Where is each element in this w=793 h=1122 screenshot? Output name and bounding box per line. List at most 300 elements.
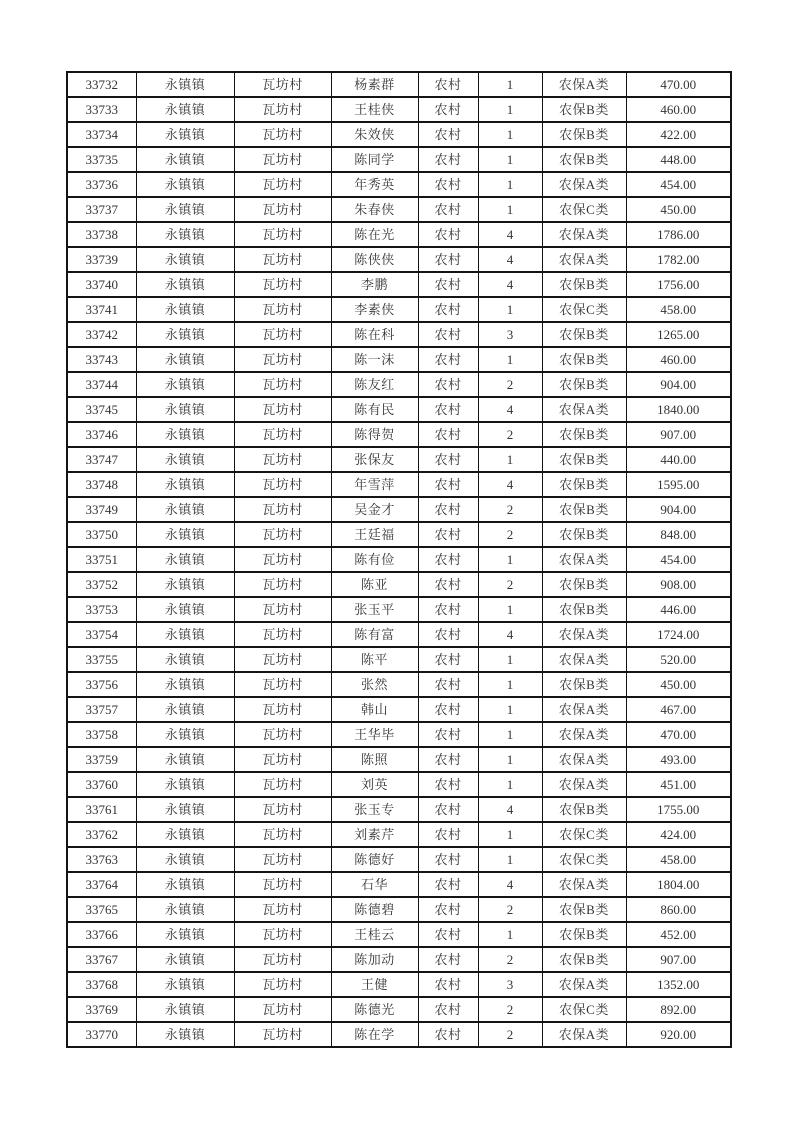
cell-town: 永镇镇 xyxy=(136,422,234,447)
cell-headcount: 1 xyxy=(478,347,542,372)
table-row xyxy=(67,747,731,772)
cell-person-name: 刘英 xyxy=(331,772,418,797)
table-row xyxy=(67,522,731,547)
cell-seq-number: 33758 xyxy=(67,722,136,747)
cell-headcount: 2 xyxy=(478,572,542,597)
cell-town: 永镇镇 xyxy=(136,897,234,922)
cell-residence-type: 农村 xyxy=(418,672,478,697)
cell-insurance-category: 农保A类 xyxy=(542,697,626,722)
table-row xyxy=(67,972,731,997)
cell-headcount: 2 xyxy=(478,422,542,447)
cell-insurance-category: 农保B类 xyxy=(542,122,626,147)
table-row xyxy=(67,497,731,522)
table-row xyxy=(67,697,731,722)
cell-village: 瓦坊村 xyxy=(234,272,331,297)
cell-person-name: 张玉平 xyxy=(331,597,418,622)
cell-village: 瓦坊村 xyxy=(234,372,331,397)
cell-headcount: 1 xyxy=(478,197,542,222)
cell-town: 永镇镇 xyxy=(136,97,234,122)
cell-insurance-category: 农保B类 xyxy=(542,797,626,822)
cell-village: 瓦坊村 xyxy=(234,872,331,897)
cell-residence-type: 农村 xyxy=(418,647,478,672)
cell-person-name: 陈侠侠 xyxy=(331,247,418,272)
cell-headcount: 2 xyxy=(478,372,542,397)
cell-seq-number: 33767 xyxy=(67,947,136,972)
cell-town: 永镇镇 xyxy=(136,947,234,972)
table-row xyxy=(67,272,731,297)
cell-town: 永镇镇 xyxy=(136,547,234,572)
cell-town: 永镇镇 xyxy=(136,722,234,747)
cell-village: 瓦坊村 xyxy=(234,647,331,672)
cell-residence-type: 农村 xyxy=(418,597,478,622)
cell-town: 永镇镇 xyxy=(136,622,234,647)
cell-headcount: 1 xyxy=(478,72,542,97)
cell-village: 瓦坊村 xyxy=(234,772,331,797)
cell-town: 永镇镇 xyxy=(136,522,234,547)
cell-seq-number: 33760 xyxy=(67,772,136,797)
cell-town: 永镇镇 xyxy=(136,472,234,497)
cell-person-name: 陈有富 xyxy=(331,622,418,647)
cell-village: 瓦坊村 xyxy=(234,572,331,597)
cell-amount: 907.00 xyxy=(626,422,731,447)
cell-headcount: 1 xyxy=(478,447,542,472)
cell-residence-type: 农村 xyxy=(418,447,478,472)
cell-residence-type: 农村 xyxy=(418,222,478,247)
cell-village: 瓦坊村 xyxy=(234,122,331,147)
cell-seq-number: 33770 xyxy=(67,1022,136,1047)
cell-village: 瓦坊村 xyxy=(234,397,331,422)
cell-residence-type: 农村 xyxy=(418,522,478,547)
cell-village: 瓦坊村 xyxy=(234,722,331,747)
cell-insurance-category: 农保C类 xyxy=(542,997,626,1022)
cell-seq-number: 33761 xyxy=(67,797,136,822)
cell-person-name: 陈平 xyxy=(331,647,418,672)
cell-residence-type: 农村 xyxy=(418,922,478,947)
cell-village: 瓦坊村 xyxy=(234,497,331,522)
cell-person-name: 陈有民 xyxy=(331,397,418,422)
cell-insurance-category: 农保A类 xyxy=(542,397,626,422)
cell-headcount: 1 xyxy=(478,647,542,672)
cell-residence-type: 农村 xyxy=(418,847,478,872)
cell-amount: 1840.00 xyxy=(626,397,731,422)
cell-seq-number: 33734 xyxy=(67,122,136,147)
cell-residence-type: 农村 xyxy=(418,697,478,722)
cell-insurance-category: 农保B类 xyxy=(542,947,626,972)
cell-insurance-category: 农保C类 xyxy=(542,297,626,322)
cell-village: 瓦坊村 xyxy=(234,972,331,997)
table-row xyxy=(67,172,731,197)
table-body xyxy=(67,72,731,1047)
cell-headcount: 4 xyxy=(478,472,542,497)
cell-residence-type: 农村 xyxy=(418,897,478,922)
table-row xyxy=(67,722,731,747)
cell-town: 永镇镇 xyxy=(136,872,234,897)
cell-seq-number: 33746 xyxy=(67,422,136,447)
table-row xyxy=(67,847,731,872)
cell-village: 瓦坊村 xyxy=(234,822,331,847)
cell-amount: 470.00 xyxy=(626,722,731,747)
table-row xyxy=(67,572,731,597)
cell-amount: 1265.00 xyxy=(626,322,731,347)
cell-amount: 904.00 xyxy=(626,372,731,397)
cell-person-name: 张保友 xyxy=(331,447,418,472)
cell-village: 瓦坊村 xyxy=(234,622,331,647)
table-row xyxy=(67,622,731,647)
cell-seq-number: 33737 xyxy=(67,197,136,222)
cell-residence-type: 农村 xyxy=(418,422,478,447)
records-table xyxy=(66,71,732,1048)
cell-insurance-category: 农保A类 xyxy=(542,872,626,897)
cell-residence-type: 农村 xyxy=(418,297,478,322)
table-row xyxy=(67,1022,731,1047)
cell-village: 瓦坊村 xyxy=(234,147,331,172)
cell-town: 永镇镇 xyxy=(136,272,234,297)
cell-person-name: 张然 xyxy=(331,672,418,697)
cell-amount: 1352.00 xyxy=(626,972,731,997)
cell-insurance-category: 农保A类 xyxy=(542,172,626,197)
cell-residence-type: 农村 xyxy=(418,797,478,822)
cell-village: 瓦坊村 xyxy=(234,747,331,772)
cell-headcount: 1 xyxy=(478,922,542,947)
cell-residence-type: 农村 xyxy=(418,547,478,572)
cell-town: 永镇镇 xyxy=(136,747,234,772)
table-row xyxy=(67,597,731,622)
cell-headcount: 2 xyxy=(478,522,542,547)
cell-insurance-category: 农保B类 xyxy=(542,422,626,447)
cell-headcount: 4 xyxy=(478,622,542,647)
cell-headcount: 1 xyxy=(478,822,542,847)
cell-seq-number: 33747 xyxy=(67,447,136,472)
cell-headcount: 1 xyxy=(478,697,542,722)
cell-headcount: 1 xyxy=(478,97,542,122)
cell-headcount: 2 xyxy=(478,897,542,922)
cell-person-name: 王桂云 xyxy=(331,922,418,947)
cell-seq-number: 33753 xyxy=(67,597,136,622)
cell-insurance-category: 农保B类 xyxy=(542,672,626,697)
cell-amount: 907.00 xyxy=(626,947,731,972)
cell-residence-type: 农村 xyxy=(418,822,478,847)
cell-town: 永镇镇 xyxy=(136,972,234,997)
cell-headcount: 3 xyxy=(478,972,542,997)
table-row xyxy=(67,397,731,422)
cell-seq-number: 33765 xyxy=(67,897,136,922)
cell-village: 瓦坊村 xyxy=(234,472,331,497)
cell-person-name: 陈在科 xyxy=(331,322,418,347)
table-row xyxy=(67,647,731,672)
cell-residence-type: 农村 xyxy=(418,747,478,772)
cell-person-name: 朱效侠 xyxy=(331,122,418,147)
cell-seq-number: 33752 xyxy=(67,572,136,597)
cell-headcount: 3 xyxy=(478,322,542,347)
cell-seq-number: 33741 xyxy=(67,297,136,322)
cell-seq-number: 33744 xyxy=(67,372,136,397)
table-row xyxy=(67,797,731,822)
cell-amount: 920.00 xyxy=(626,1022,731,1047)
cell-village: 瓦坊村 xyxy=(234,72,331,97)
cell-amount: 440.00 xyxy=(626,447,731,472)
cell-seq-number: 33743 xyxy=(67,347,136,372)
cell-residence-type: 农村 xyxy=(418,347,478,372)
cell-person-name: 陈有俭 xyxy=(331,547,418,572)
cell-seq-number: 33738 xyxy=(67,222,136,247)
cell-amount: 458.00 xyxy=(626,847,731,872)
cell-seq-number: 33757 xyxy=(67,697,136,722)
cell-person-name: 陈德光 xyxy=(331,997,418,1022)
cell-village: 瓦坊村 xyxy=(234,347,331,372)
cell-town: 永镇镇 xyxy=(136,597,234,622)
table-row xyxy=(67,147,731,172)
cell-village: 瓦坊村 xyxy=(234,947,331,972)
cell-residence-type: 农村 xyxy=(418,97,478,122)
table-row xyxy=(67,122,731,147)
cell-person-name: 陈德好 xyxy=(331,847,418,872)
cell-village: 瓦坊村 xyxy=(234,447,331,472)
cell-person-name: 王廷福 xyxy=(331,522,418,547)
table-row xyxy=(67,247,731,272)
cell-amount: 467.00 xyxy=(626,697,731,722)
cell-seq-number: 33750 xyxy=(67,522,136,547)
cell-seq-number: 33735 xyxy=(67,147,136,172)
cell-seq-number: 33751 xyxy=(67,547,136,572)
cell-town: 永镇镇 xyxy=(136,197,234,222)
cell-headcount: 4 xyxy=(478,797,542,822)
cell-seq-number: 33742 xyxy=(67,322,136,347)
cell-headcount: 2 xyxy=(478,947,542,972)
cell-village: 瓦坊村 xyxy=(234,697,331,722)
cell-person-name: 陈亚 xyxy=(331,572,418,597)
cell-headcount: 4 xyxy=(478,397,542,422)
cell-insurance-category: 农保A类 xyxy=(542,722,626,747)
cell-village: 瓦坊村 xyxy=(234,297,331,322)
cell-amount: 860.00 xyxy=(626,897,731,922)
cell-amount: 892.00 xyxy=(626,997,731,1022)
cell-town: 永镇镇 xyxy=(136,172,234,197)
cell-seq-number: 33768 xyxy=(67,972,136,997)
cell-insurance-category: 农保A类 xyxy=(542,972,626,997)
cell-insurance-category: 农保C类 xyxy=(542,197,626,222)
cell-person-name: 年雪萍 xyxy=(331,472,418,497)
cell-seq-number: 33763 xyxy=(67,847,136,872)
cell-person-name: 陈加动 xyxy=(331,947,418,972)
cell-headcount: 1 xyxy=(478,297,542,322)
cell-amount: 908.00 xyxy=(626,572,731,597)
cell-person-name: 陈同学 xyxy=(331,147,418,172)
cell-person-name: 刘素芹 xyxy=(331,822,418,847)
cell-village: 瓦坊村 xyxy=(234,672,331,697)
cell-residence-type: 农村 xyxy=(418,172,478,197)
cell-seq-number: 33748 xyxy=(67,472,136,497)
cell-residence-type: 农村 xyxy=(418,272,478,297)
cell-residence-type: 农村 xyxy=(418,472,478,497)
cell-village: 瓦坊村 xyxy=(234,897,331,922)
cell-headcount: 1 xyxy=(478,847,542,872)
cell-seq-number: 33736 xyxy=(67,172,136,197)
cell-insurance-category: 农保B类 xyxy=(542,447,626,472)
cell-amount: 520.00 xyxy=(626,647,731,672)
cell-amount: 424.00 xyxy=(626,822,731,847)
cell-seq-number: 33762 xyxy=(67,822,136,847)
cell-amount: 451.00 xyxy=(626,772,731,797)
cell-person-name: 张玉专 xyxy=(331,797,418,822)
cell-residence-type: 农村 xyxy=(418,372,478,397)
table-row xyxy=(67,772,731,797)
cell-person-name: 陈在光 xyxy=(331,222,418,247)
cell-insurance-category: 农保B类 xyxy=(542,347,626,372)
cell-residence-type: 农村 xyxy=(418,147,478,172)
cell-town: 永镇镇 xyxy=(136,397,234,422)
cell-village: 瓦坊村 xyxy=(234,522,331,547)
table-row xyxy=(67,372,731,397)
cell-residence-type: 农村 xyxy=(418,1022,478,1047)
cell-town: 永镇镇 xyxy=(136,697,234,722)
cell-village: 瓦坊村 xyxy=(234,1022,331,1047)
cell-residence-type: 农村 xyxy=(418,72,478,97)
table-row xyxy=(67,72,731,97)
cell-village: 瓦坊村 xyxy=(234,547,331,572)
cell-seq-number: 33732 xyxy=(67,72,136,97)
cell-town: 永镇镇 xyxy=(136,997,234,1022)
cell-seq-number: 33759 xyxy=(67,747,136,772)
cell-seq-number: 33756 xyxy=(67,672,136,697)
cell-headcount: 4 xyxy=(478,872,542,897)
cell-person-name: 吴金才 xyxy=(331,497,418,522)
cell-residence-type: 农村 xyxy=(418,722,478,747)
cell-headcount: 1 xyxy=(478,772,542,797)
table-row xyxy=(67,872,731,897)
cell-person-name: 陈照 xyxy=(331,747,418,772)
cell-town: 永镇镇 xyxy=(136,922,234,947)
cell-seq-number: 33764 xyxy=(67,872,136,897)
table-row xyxy=(67,672,731,697)
cell-person-name: 王桂侠 xyxy=(331,97,418,122)
table-row xyxy=(67,222,731,247)
cell-insurance-category: 农保A类 xyxy=(542,547,626,572)
cell-insurance-category: 农保A类 xyxy=(542,247,626,272)
cell-seq-number: 33754 xyxy=(67,622,136,647)
cell-village: 瓦坊村 xyxy=(234,322,331,347)
cell-town: 永镇镇 xyxy=(136,122,234,147)
cell-headcount: 2 xyxy=(478,1022,542,1047)
cell-amount: 1756.00 xyxy=(626,272,731,297)
cell-residence-type: 农村 xyxy=(418,397,478,422)
cell-town: 永镇镇 xyxy=(136,322,234,347)
cell-seq-number: 33769 xyxy=(67,997,136,1022)
cell-headcount: 1 xyxy=(478,122,542,147)
cell-headcount: 2 xyxy=(478,497,542,522)
cell-amount: 460.00 xyxy=(626,97,731,122)
cell-insurance-category: 农保B类 xyxy=(542,497,626,522)
table-row xyxy=(67,897,731,922)
cell-town: 永镇镇 xyxy=(136,847,234,872)
cell-headcount: 1 xyxy=(478,722,542,747)
cell-residence-type: 农村 xyxy=(418,772,478,797)
cell-insurance-category: 农保C类 xyxy=(542,822,626,847)
table-row xyxy=(67,947,731,972)
cell-amount: 1786.00 xyxy=(626,222,731,247)
cell-amount: 422.00 xyxy=(626,122,731,147)
cell-person-name: 陈得贺 xyxy=(331,422,418,447)
cell-town: 永镇镇 xyxy=(136,647,234,672)
cell-insurance-category: 农保B类 xyxy=(542,522,626,547)
cell-amount: 454.00 xyxy=(626,172,731,197)
cell-person-name: 石华 xyxy=(331,872,418,897)
table-row xyxy=(67,997,731,1022)
cell-village: 瓦坊村 xyxy=(234,997,331,1022)
cell-insurance-category: 农保B类 xyxy=(542,322,626,347)
cell-person-name: 陈在学 xyxy=(331,1022,418,1047)
cell-amount: 448.00 xyxy=(626,147,731,172)
cell-town: 永镇镇 xyxy=(136,1022,234,1047)
cell-town: 永镇镇 xyxy=(136,672,234,697)
table-row xyxy=(67,922,731,947)
cell-amount: 446.00 xyxy=(626,597,731,622)
cell-seq-number: 33739 xyxy=(67,247,136,272)
cell-insurance-category: 农保B类 xyxy=(542,147,626,172)
cell-amount: 848.00 xyxy=(626,522,731,547)
cell-village: 瓦坊村 xyxy=(234,922,331,947)
cell-headcount: 1 xyxy=(478,672,542,697)
cell-residence-type: 农村 xyxy=(418,622,478,647)
cell-seq-number: 33733 xyxy=(67,97,136,122)
cell-headcount: 1 xyxy=(478,747,542,772)
cell-village: 瓦坊村 xyxy=(234,847,331,872)
cell-village: 瓦坊村 xyxy=(234,422,331,447)
cell-town: 永镇镇 xyxy=(136,247,234,272)
table-row xyxy=(67,422,731,447)
cell-insurance-category: 农保B类 xyxy=(542,922,626,947)
cell-person-name: 杨素群 xyxy=(331,72,418,97)
cell-town: 永镇镇 xyxy=(136,372,234,397)
cell-town: 永镇镇 xyxy=(136,497,234,522)
cell-town: 永镇镇 xyxy=(136,72,234,97)
cell-amount: 1782.00 xyxy=(626,247,731,272)
cell-person-name: 陈一沫 xyxy=(331,347,418,372)
cell-village: 瓦坊村 xyxy=(234,197,331,222)
table-row xyxy=(67,97,731,122)
cell-seq-number: 33766 xyxy=(67,922,136,947)
cell-amount: 1595.00 xyxy=(626,472,731,497)
cell-residence-type: 农村 xyxy=(418,997,478,1022)
cell-town: 永镇镇 xyxy=(136,572,234,597)
cell-headcount: 4 xyxy=(478,222,542,247)
cell-town: 永镇镇 xyxy=(136,822,234,847)
table-row xyxy=(67,547,731,572)
cell-amount: 1755.00 xyxy=(626,797,731,822)
cell-insurance-category: 农保C类 xyxy=(542,847,626,872)
cell-insurance-category: 农保A类 xyxy=(542,1022,626,1047)
cell-residence-type: 农村 xyxy=(418,872,478,897)
cell-amount: 460.00 xyxy=(626,347,731,372)
cell-amount: 904.00 xyxy=(626,497,731,522)
cell-town: 永镇镇 xyxy=(136,222,234,247)
cell-insurance-category: 农保B类 xyxy=(542,572,626,597)
cell-headcount: 1 xyxy=(478,172,542,197)
cell-town: 永镇镇 xyxy=(136,347,234,372)
cell-town: 永镇镇 xyxy=(136,772,234,797)
cell-amount: 454.00 xyxy=(626,547,731,572)
cell-amount: 450.00 xyxy=(626,672,731,697)
cell-residence-type: 农村 xyxy=(418,122,478,147)
cell-village: 瓦坊村 xyxy=(234,172,331,197)
cell-village: 瓦坊村 xyxy=(234,97,331,122)
table-row xyxy=(67,322,731,347)
cell-person-name: 陈德碧 xyxy=(331,897,418,922)
cell-headcount: 1 xyxy=(478,547,542,572)
cell-insurance-category: 农保B类 xyxy=(542,372,626,397)
cell-headcount: 2 xyxy=(478,997,542,1022)
cell-seq-number: 33740 xyxy=(67,272,136,297)
cell-person-name: 朱春侠 xyxy=(331,197,418,222)
